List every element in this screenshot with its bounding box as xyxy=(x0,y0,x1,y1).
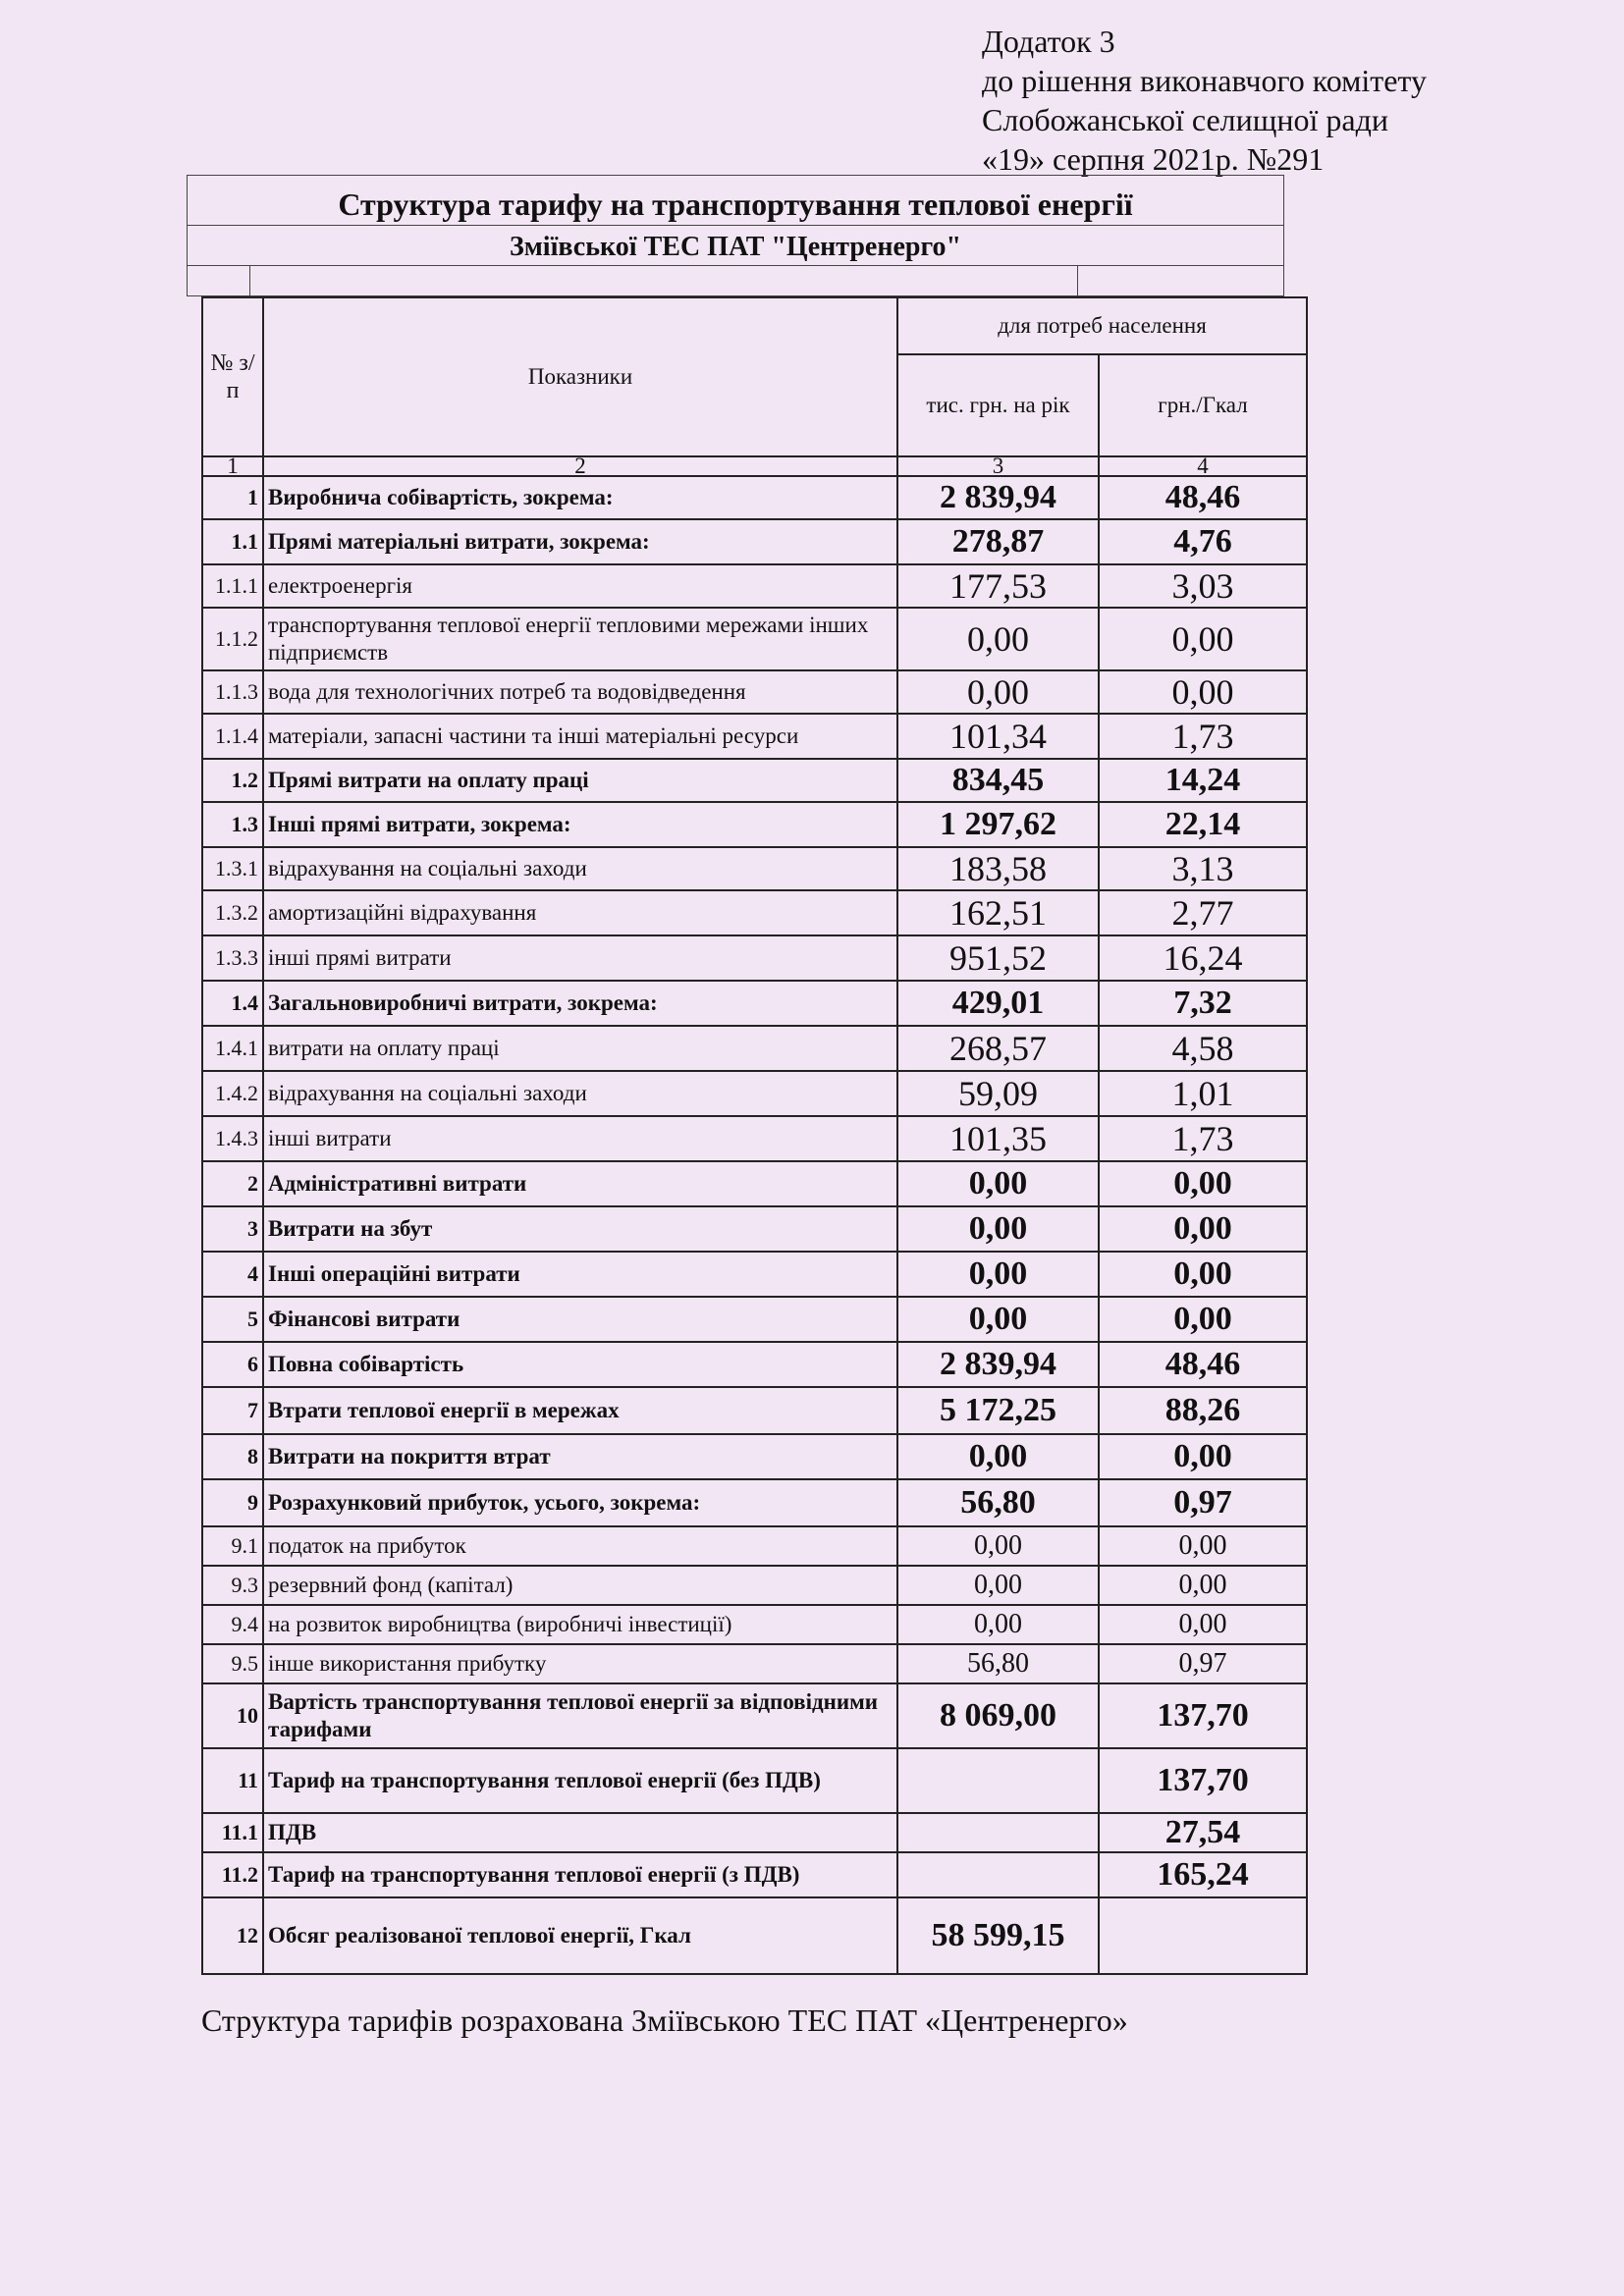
row-number: 3 xyxy=(202,1206,263,1252)
row-number: 1.4.2 xyxy=(202,1071,263,1116)
row-value-thousand-uah: 834,45 xyxy=(897,759,1099,802)
table-row xyxy=(202,759,1307,802)
row-indicator: Тариф на транспортування теплової енергії (без ПДВ) xyxy=(263,1748,897,1813)
table-row xyxy=(202,847,1307,890)
row-value-uah-per-gcal: 0,97 xyxy=(1099,1479,1307,1526)
row-value-thousand-uah: 0,00 xyxy=(897,1252,1099,1297)
row-value-uah-per-gcal: 3,03 xyxy=(1099,564,1307,608)
table-row xyxy=(202,935,1307,981)
row-number: 1.1.4 xyxy=(202,714,263,759)
row-value-thousand-uah: 0,00 xyxy=(897,1526,1099,1566)
row-value-thousand-uah: 0,00 xyxy=(897,670,1099,714)
row-number: 1.1 xyxy=(202,519,263,564)
row-value-thousand-uah: 101,34 xyxy=(897,714,1099,759)
row-number: 1.4 xyxy=(202,981,263,1026)
row-value-uah-per-gcal: 14,24 xyxy=(1099,759,1307,802)
table-row xyxy=(202,1566,1307,1605)
row-value-uah-per-gcal: 1,73 xyxy=(1099,1116,1307,1161)
table-row xyxy=(202,890,1307,935)
row-indicator: Обсяг реалізованої теплової енергії, Гкал xyxy=(263,1897,897,1974)
row-value-uah-per-gcal: 3,13 xyxy=(1099,847,1307,890)
row-indicator: відрахування на соціальні заходи xyxy=(263,847,897,890)
table-row xyxy=(202,1748,1307,1813)
col-number-1: 1 xyxy=(202,456,263,476)
row-number: 11 xyxy=(202,1748,263,1813)
document-subtitle: Зміївської ТЕС ПАТ "Центренерго" xyxy=(188,226,1283,266)
row-value-uah-per-gcal: 16,24 xyxy=(1099,935,1307,981)
row-value-uah-per-gcal: 48,46 xyxy=(1099,1342,1307,1387)
row-value-thousand-uah: 0,00 xyxy=(897,1566,1099,1605)
row-number: 1.2 xyxy=(202,759,263,802)
table-header-row xyxy=(202,297,1307,354)
row-value-uah-per-gcal: 27,54 xyxy=(1099,1813,1307,1852)
row-value-thousand-uah: 183,58 xyxy=(897,847,1099,890)
row-value-uah-per-gcal: 0,00 xyxy=(1099,1252,1307,1297)
row-number: 9.3 xyxy=(202,1566,263,1605)
header-group: для потреб населення xyxy=(897,297,1307,354)
table-row xyxy=(202,802,1307,847)
table-row xyxy=(202,1605,1307,1644)
row-value-uah-per-gcal: 0,00 xyxy=(1099,1434,1307,1479)
row-value-thousand-uah: 56,80 xyxy=(897,1644,1099,1683)
table-row xyxy=(202,1387,1307,1434)
header-no: № з/п xyxy=(202,297,263,456)
row-value-uah-per-gcal: 0,00 xyxy=(1099,608,1307,670)
row-value-uah-per-gcal: 0,00 xyxy=(1099,1297,1307,1342)
row-value-uah-per-gcal: 0,00 xyxy=(1099,670,1307,714)
row-value-uah-per-gcal: 48,46 xyxy=(1099,476,1307,519)
annex-line-4: «19» серпня 2021р. №291 xyxy=(982,141,1325,177)
tariff-table xyxy=(201,296,1308,1975)
row-indicator: Прямі матеріальні витрати, зокрема: xyxy=(263,519,897,564)
annex-header xyxy=(982,22,1427,179)
row-indicator: Втрати теплової енергії в мережах xyxy=(263,1387,897,1434)
row-indicator: Розрахунковий прибуток, усього, зокрема: xyxy=(263,1479,897,1526)
row-indicator: вода для технологічних потреб та водовідведення xyxy=(263,670,897,714)
spacer-row xyxy=(188,266,1283,297)
table-row xyxy=(202,1116,1307,1161)
table-row xyxy=(202,714,1307,759)
row-value-thousand-uah xyxy=(897,1813,1099,1852)
row-value-uah-per-gcal: 165,24 xyxy=(1099,1852,1307,1897)
row-value-thousand-uah: 101,35 xyxy=(897,1116,1099,1161)
col-number-4: 4 xyxy=(1099,456,1307,476)
table-row xyxy=(202,1206,1307,1252)
row-number: 10 xyxy=(202,1683,263,1748)
row-indicator: Прямі витрати на оплату праці xyxy=(263,759,897,802)
row-number: 5 xyxy=(202,1297,263,1342)
row-number: 1 xyxy=(202,476,263,519)
row-value-thousand-uah: 162,51 xyxy=(897,890,1099,935)
row-indicator: Повна собівартість xyxy=(263,1342,897,1387)
table-row xyxy=(202,981,1307,1026)
row-value-uah-per-gcal: 22,14 xyxy=(1099,802,1307,847)
row-indicator: Інші операційні витрати xyxy=(263,1252,897,1297)
row-indicator: Інші прямі витрати, зокрема: xyxy=(263,802,897,847)
table-row xyxy=(202,1252,1307,1297)
row-value-uah-per-gcal: 1,01 xyxy=(1099,1071,1307,1116)
table-row xyxy=(202,1644,1307,1683)
row-indicator: матеріали, запасні частини та інші матеріальні ресурси xyxy=(263,714,897,759)
col-number-2: 2 xyxy=(263,456,897,476)
row-number: 6 xyxy=(202,1342,263,1387)
row-value-thousand-uah: 2 839,94 xyxy=(897,476,1099,519)
row-number: 4 xyxy=(202,1252,263,1297)
row-value-uah-per-gcal: 0,00 xyxy=(1099,1161,1307,1206)
table-row xyxy=(202,1852,1307,1897)
table-row xyxy=(202,1026,1307,1071)
row-number: 9.4 xyxy=(202,1605,263,1644)
row-value-thousand-uah: 429,01 xyxy=(897,981,1099,1026)
row-value-thousand-uah: 0,00 xyxy=(897,1297,1099,1342)
title-block xyxy=(187,175,1284,296)
row-value-thousand-uah: 1 297,62 xyxy=(897,802,1099,847)
row-indicator: ПДВ xyxy=(263,1813,897,1852)
row-value-thousand-uah: 8 069,00 xyxy=(897,1683,1099,1748)
row-value-thousand-uah: 177,53 xyxy=(897,564,1099,608)
row-value-thousand-uah: 268,57 xyxy=(897,1026,1099,1071)
table-row xyxy=(202,564,1307,608)
row-number: 11.2 xyxy=(202,1852,263,1897)
row-number: 8 xyxy=(202,1434,263,1479)
row-indicator: податок на прибуток xyxy=(263,1526,897,1566)
footer-note: Структура тарифів розрахована Зміївською ТЕС ПАТ «Центренерго» xyxy=(201,2002,1128,2038)
row-value-thousand-uah: 56,80 xyxy=(897,1479,1099,1526)
row-value-uah-per-gcal: 4,76 xyxy=(1099,519,1307,564)
row-number: 9.1 xyxy=(202,1526,263,1566)
table-row xyxy=(202,608,1307,670)
table-row xyxy=(202,1897,1307,1974)
annex-line-2: до рішення виконавчого комітету xyxy=(982,63,1427,98)
row-value-uah-per-gcal: 7,32 xyxy=(1099,981,1307,1026)
row-value-uah-per-gcal: 0,00 xyxy=(1099,1526,1307,1566)
header-col3: тис. грн. на рік xyxy=(897,354,1099,456)
header-col4: грн./Гкал xyxy=(1099,354,1307,456)
row-number: 1.4.3 xyxy=(202,1116,263,1161)
row-value-thousand-uah: 951,52 xyxy=(897,935,1099,981)
row-value-thousand-uah xyxy=(897,1852,1099,1897)
row-value-uah-per-gcal: 0,00 xyxy=(1099,1566,1307,1605)
row-indicator: витрати на оплату праці xyxy=(263,1026,897,1071)
row-value-thousand-uah: 0,00 xyxy=(897,1161,1099,1206)
row-indicator: Тариф на транспортування теплової енергії (з ПДВ) xyxy=(263,1852,897,1897)
row-value-thousand-uah: 0,00 xyxy=(897,608,1099,670)
row-value-uah-per-gcal: 0,00 xyxy=(1099,1605,1307,1644)
row-number: 9 xyxy=(202,1479,263,1526)
row-number: 7 xyxy=(202,1387,263,1434)
column-number-row xyxy=(202,456,1307,476)
annex-line-1: Додаток 3 xyxy=(982,24,1115,59)
table-row xyxy=(202,1297,1307,1342)
col-number-3: 3 xyxy=(897,456,1099,476)
row-indicator: Адміністративні витрати xyxy=(263,1161,897,1206)
row-number: 2 xyxy=(202,1161,263,1206)
row-value-thousand-uah: 58 599,15 xyxy=(897,1897,1099,1974)
row-value-uah-per-gcal: 88,26 xyxy=(1099,1387,1307,1434)
row-indicator: резервний фонд (капітал) xyxy=(263,1566,897,1605)
table-row xyxy=(202,1479,1307,1526)
table-row xyxy=(202,1071,1307,1116)
row-value-uah-per-gcal xyxy=(1099,1897,1307,1974)
table-row xyxy=(202,519,1307,564)
row-number: 9.5 xyxy=(202,1644,263,1683)
row-value-uah-per-gcal: 0,97 xyxy=(1099,1644,1307,1683)
row-value-thousand-uah xyxy=(897,1748,1099,1813)
row-indicator: транспортування теплової енергії тепловими мережами інших підприємств xyxy=(263,608,897,670)
row-value-uah-per-gcal: 2,77 xyxy=(1099,890,1307,935)
row-number: 1.1.3 xyxy=(202,670,263,714)
row-value-thousand-uah: 59,09 xyxy=(897,1071,1099,1116)
row-indicator: інші витрати xyxy=(263,1116,897,1161)
row-number: 12 xyxy=(202,1897,263,1974)
row-value-thousand-uah: 0,00 xyxy=(897,1434,1099,1479)
table-row xyxy=(202,1161,1307,1206)
row-indicator: Загальновиробничі витрати, зокрема: xyxy=(263,981,897,1026)
row-value-uah-per-gcal: 137,70 xyxy=(1099,1683,1307,1748)
document-title: Структура тарифу на транспортування теплової енергії xyxy=(188,176,1283,226)
row-value-thousand-uah: 278,87 xyxy=(897,519,1099,564)
row-value-uah-per-gcal: 1,73 xyxy=(1099,714,1307,759)
row-number: 1.3.1 xyxy=(202,847,263,890)
row-indicator: Витрати на покриття втрат xyxy=(263,1434,897,1479)
table-row xyxy=(202,1526,1307,1566)
row-number: 1.1.1 xyxy=(202,564,263,608)
row-indicator: Вартість транспортування теплової енергії за відповідними тарифами xyxy=(263,1683,897,1748)
row-value-thousand-uah: 0,00 xyxy=(897,1206,1099,1252)
row-indicator: Виробнича собівартість, зокрема: xyxy=(263,476,897,519)
table-row xyxy=(202,670,1307,714)
row-indicator: електроенергія xyxy=(263,564,897,608)
row-value-thousand-uah: 0,00 xyxy=(897,1605,1099,1644)
row-indicator: відрахування на соціальні заходи xyxy=(263,1071,897,1116)
row-indicator: інші прямі витрати xyxy=(263,935,897,981)
table-row xyxy=(202,476,1307,519)
row-number: 11.1 xyxy=(202,1813,263,1852)
annex-line-3: Слобожанської селищної ради xyxy=(982,102,1388,137)
row-number: 1.3.2 xyxy=(202,890,263,935)
row-value-uah-per-gcal: 137,70 xyxy=(1099,1748,1307,1813)
row-indicator: Фінансові витрати xyxy=(263,1297,897,1342)
row-indicator: інше використання прибутку xyxy=(263,1644,897,1683)
row-value-thousand-uah: 2 839,94 xyxy=(897,1342,1099,1387)
row-value-uah-per-gcal: 4,58 xyxy=(1099,1026,1307,1071)
row-value-uah-per-gcal: 0,00 xyxy=(1099,1206,1307,1252)
row-indicator: на розвиток виробництва (виробничі інвестиції) xyxy=(263,1605,897,1644)
row-indicator: амортизаційні відрахування xyxy=(263,890,897,935)
row-indicator: Витрати на збут xyxy=(263,1206,897,1252)
row-number: 1.4.1 xyxy=(202,1026,263,1071)
header-indicators: Показники xyxy=(263,297,897,456)
table-row xyxy=(202,1813,1307,1852)
table-row xyxy=(202,1434,1307,1479)
table-row xyxy=(202,1342,1307,1387)
row-value-thousand-uah: 5 172,25 xyxy=(897,1387,1099,1434)
row-number: 1.3 xyxy=(202,802,263,847)
row-number: 1.1.2 xyxy=(202,608,263,670)
table-row xyxy=(202,1683,1307,1748)
row-number: 1.3.3 xyxy=(202,935,263,981)
